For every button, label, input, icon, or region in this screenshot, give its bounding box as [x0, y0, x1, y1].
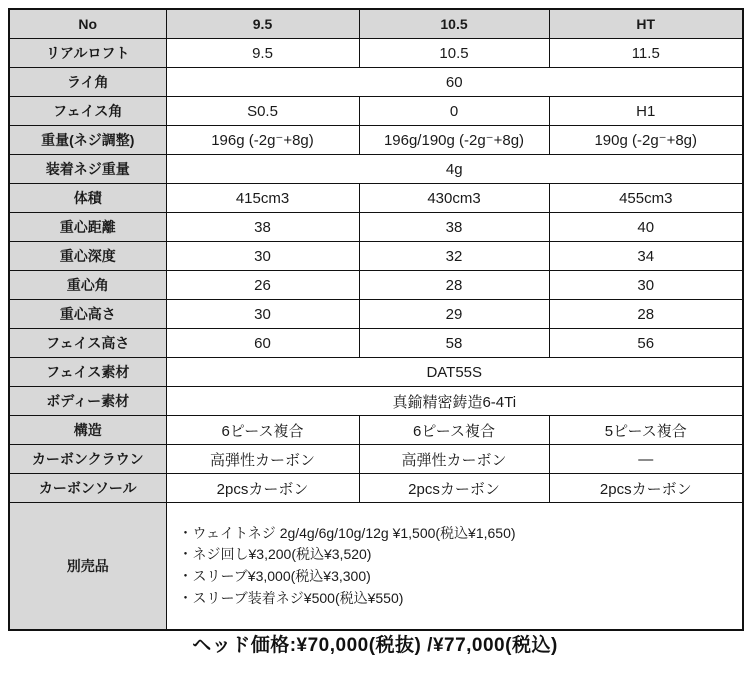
spec-cell: 196g (-2g⁻+8g) — [166, 126, 359, 155]
spec-cell: 40 — [549, 213, 743, 242]
row-volume — [9, 184, 743, 213]
accessory-item: ・スリーブ装着ネジ¥500(税込¥550) — [178, 589, 404, 606]
spec-cell-span: DAT55S — [166, 358, 743, 387]
header-col-ht: HT — [549, 9, 743, 39]
row-label: ライ角 — [9, 68, 166, 97]
row-face-angle — [9, 97, 743, 126]
spec-cell: 2pcsカーボン — [166, 474, 359, 503]
row-label: 重心深度 — [9, 242, 166, 271]
row-label: 重量(ネジ調整) — [9, 126, 166, 155]
row-label: フェイス高さ — [9, 329, 166, 358]
row-weight — [9, 126, 743, 155]
spec-cell: 38 — [359, 213, 549, 242]
row-accessories — [9, 503, 743, 631]
row-label: 重心高さ — [9, 300, 166, 329]
row-label: 別売品 — [9, 503, 166, 631]
spec-cell: 30 — [549, 271, 743, 300]
spec-cell: 38 — [166, 213, 359, 242]
spec-cell: 2pcsカーボン — [359, 474, 549, 503]
spec-cell: 29 — [359, 300, 549, 329]
spec-cell: 30 — [166, 242, 359, 271]
spec-cell: 190g (-2g⁻+8g) — [549, 126, 743, 155]
row-label: 装着ネジ重量 — [9, 155, 166, 184]
accessory-item: ・スリーブ¥3,000(税込¥3,300) — [178, 568, 371, 584]
spec-cell: 34 — [549, 242, 743, 271]
row-label: 重心距離 — [9, 213, 166, 242]
spec-cell: 56 — [549, 329, 743, 358]
spec-cell: 415cm3 — [166, 184, 359, 213]
spec-cell-span: 4g — [166, 155, 743, 184]
spec-cell: 196g/190g (-2g⁻+8g) — [359, 126, 549, 155]
row-lie-angle — [9, 68, 743, 97]
head-price-text: ヘッド価格:¥70,000(税抜) /¥77,000(税込) — [192, 635, 558, 656]
spec-cell: 430cm3 — [359, 184, 549, 213]
row-label: 体積 — [9, 184, 166, 213]
row-label: フェイス角 — [9, 97, 166, 126]
accessory-item: ・ウェイトネジ 2g/4g/6g/10g/12g ¥1,500(税込¥1,650) — [178, 524, 516, 541]
spec-cell: S0.5 — [166, 97, 359, 126]
row-body-material — [9, 387, 743, 416]
row-label: リアルロフト — [9, 39, 166, 68]
row-carbon-crown — [9, 445, 743, 474]
spec-cell: 32 — [359, 242, 549, 271]
spec-cell: H1 — [549, 97, 743, 126]
row-label: カーボンソール — [9, 474, 166, 503]
row-label: 構造 — [9, 416, 166, 445]
golf-head-spec-table — [8, 8, 744, 631]
spec-cell: 30 — [166, 300, 359, 329]
row-label: フェイス素材 — [9, 358, 166, 387]
spec-cell: 60 — [166, 329, 359, 358]
row-face-height — [9, 329, 743, 358]
row-real-loft — [9, 39, 743, 68]
spec-cell: 2pcsカーボン — [549, 474, 743, 503]
spec-cell: 58 — [359, 329, 549, 358]
header-col-9-5: 9.5 — [166, 9, 359, 39]
row-label: 重心角 — [9, 271, 166, 300]
row-cg-height — [9, 300, 743, 329]
header-row — [9, 9, 743, 39]
spec-cell: 10.5 — [359, 39, 549, 68]
row-label: カーボンクラウン — [9, 445, 166, 474]
row-carbon-sole — [9, 474, 743, 503]
spec-cell-span: 真鍮精密鋳造6-4Ti — [166, 387, 743, 416]
header-col-10-5: 10.5 — [359, 9, 549, 39]
row-face-material — [9, 358, 743, 387]
spec-cell: 0 — [359, 97, 549, 126]
spec-cell: 455cm3 — [549, 184, 743, 213]
spec-cell: 6ピース複合 — [359, 416, 549, 445]
row-cg-distance — [9, 213, 743, 242]
row-cg-angle — [9, 271, 743, 300]
spec-cell: — — [549, 445, 743, 474]
spec-cell: 28 — [359, 271, 549, 300]
accessory-list-cell — [166, 503, 743, 631]
spec-cell-span: 60 — [166, 68, 743, 97]
spec-cell: 6ピース複合 — [166, 416, 359, 445]
header-no: No — [9, 9, 166, 39]
spec-cell: 11.5 — [549, 39, 743, 68]
spec-cell: 高弾性カーボン — [166, 445, 359, 474]
row-label: ボディー素材 — [9, 387, 166, 416]
row-structure — [9, 416, 743, 445]
spec-cell: 26 — [166, 271, 359, 300]
row-cg-depth — [9, 242, 743, 271]
accessory-item: ・ネジ回し¥3,200(税込¥3,520) — [178, 546, 372, 563]
row-screw-weight — [9, 155, 743, 184]
spec-cell: 28 — [549, 300, 743, 329]
spec-cell: 高弾性カーボン — [359, 445, 549, 474]
spec-cell: 5ピース複合 — [549, 416, 743, 445]
spec-cell: 9.5 — [166, 39, 359, 68]
